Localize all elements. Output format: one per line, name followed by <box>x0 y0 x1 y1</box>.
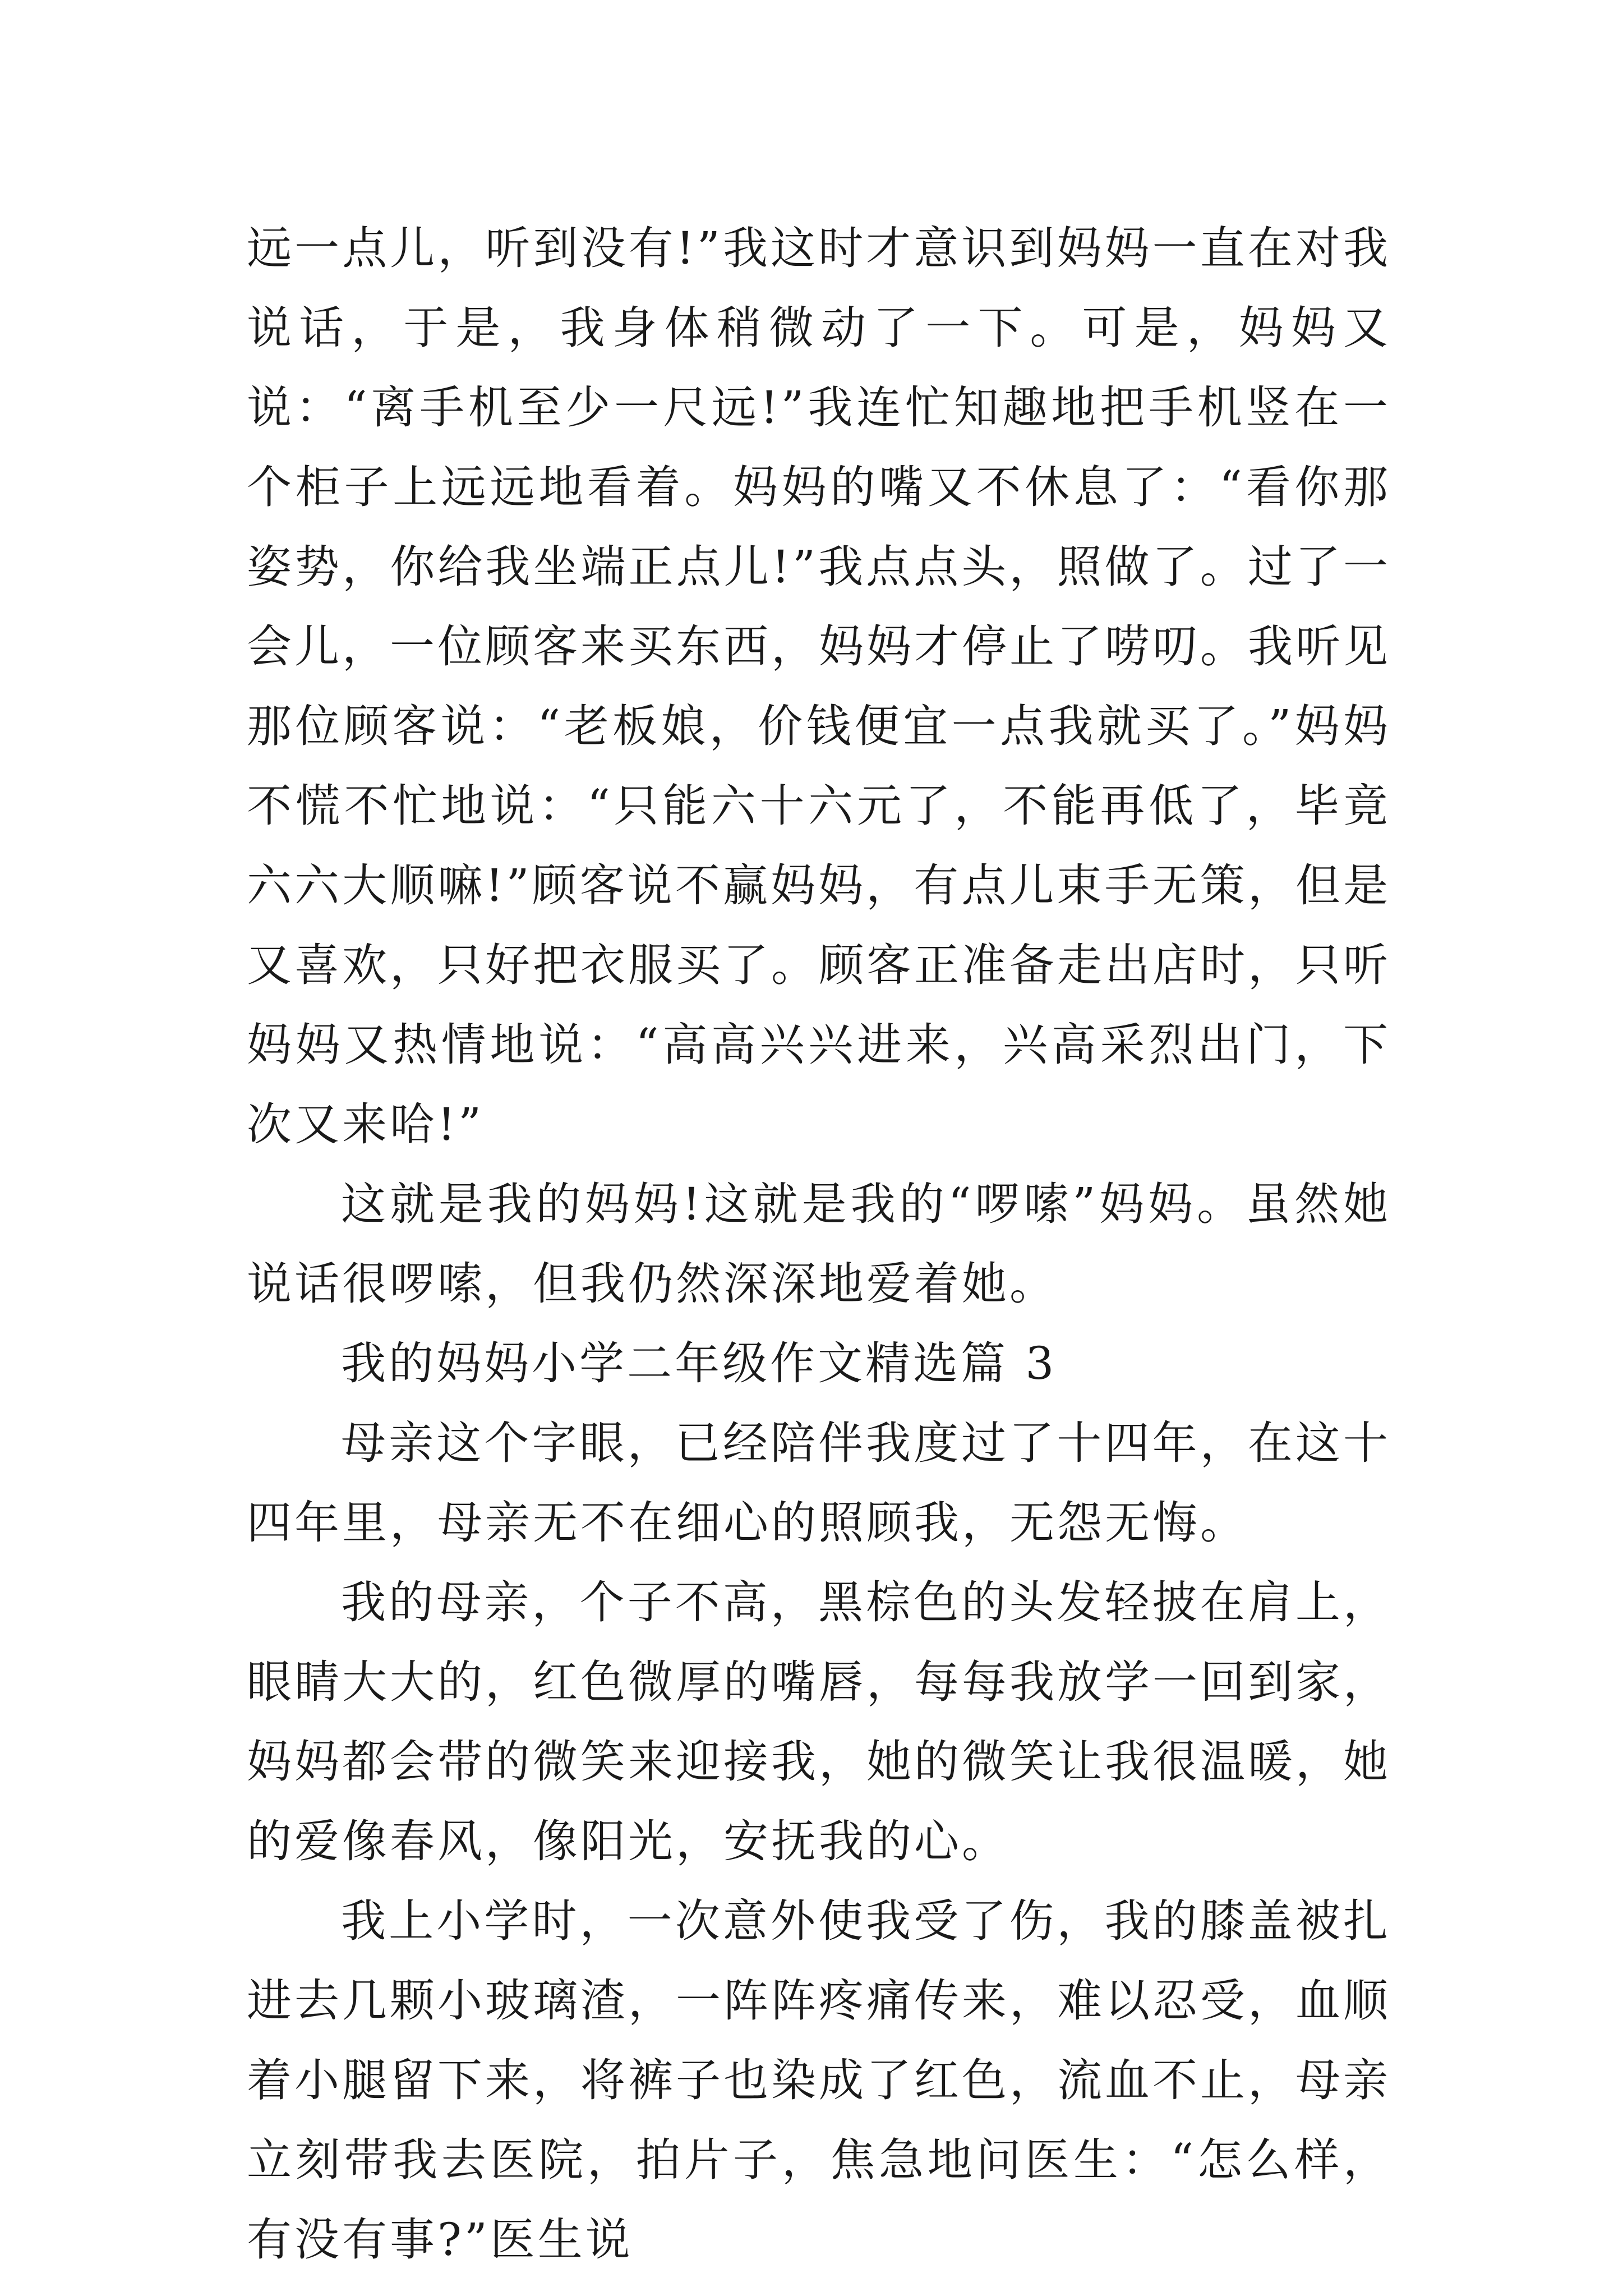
paragraph-3: 母亲这个字眼，已经陪伴我度过了十四年，在这十四年里，母亲无不在细心的照顾我，无怨无悔。 <box>247 1417 1391 1549</box>
paragraph-1: 远一点儿，听到没有!”我这时才意识到妈妈一直在对我说话，于是，我身体稍微动了一下。可是，妈妈又说：“离手机至少一尺远!”我连忙知趣地把手机竖在一个柜子上远远地看着。妈妈的嘴又不休息了：“看你那姿势，你给我坐端正点儿!”我点点头，照做了。过了一会儿，一位顾客来买东西，妈妈才停止了唠叨。我听见那位顾客说：“老板娘，价钱便宜一点我就买了。”妈妈不慌不忙地说：“只能六十六元了，不能再低了，毕竟六六大顺嘛!”顾客说不赢妈妈，有点儿束手无策，但是又喜欢，只好把衣服买了。顾客正准备走出店时，只听妈妈又热情地说：“高高兴兴进来，兴高采烈出门，下次又来哈!” <box>247 222 1391 1151</box>
document-page <box>247 209 1391 2280</box>
section-heading: 我的妈妈小学二年级作文精选篇 3 <box>341 1337 1057 1389</box>
paragraph-4: 我的母亲，个子不高，黑棕色的头发轻披在肩上，眼睛大大的，红色微厚的嘴唇，每每我放学一回到家，妈妈都会带的微笑来迎接我，她的微笑让我很温暖，她的爱像春风，像阳光，安抚我的心。 <box>247 1576 1391 1867</box>
paragraph-2: 这就是我的妈妈!这就是我的“啰嗦”妈妈。虽然她说话很啰嗦，但我仍然深深地爱着她。 <box>247 1178 1391 1310</box>
paragraph-5: 我上小学时，一次意外使我受了伤，我的膝盖被扎进去几颗小玻璃渣，一阵阵疼痛传来，难以忍受，血顺着小腿留下来，将裤子也染成了红色，流血不止，母亲立刻带我去医院，拍片子，焦急地问医生：“怎么样，有没有事?”医生说 <box>247 1895 1391 2266</box>
